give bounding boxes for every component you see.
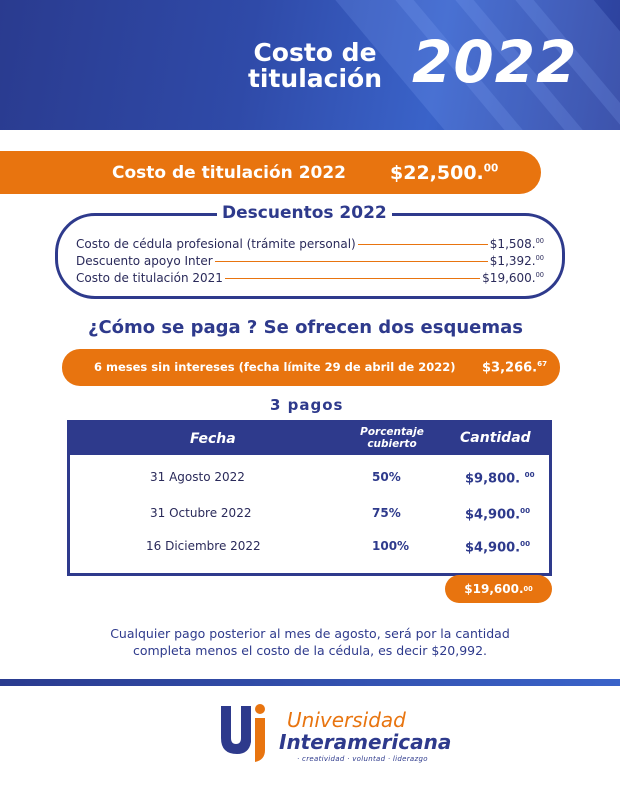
payment-question-heading: ¿Cómo se paga ? Se ofrecen dos esquemas — [88, 317, 523, 338]
logo-ui-icon — [215, 700, 275, 764]
leader-line — [358, 244, 488, 245]
cost-label: Costo de titulación 2022 — [112, 162, 347, 183]
cost-amount: $22,500.00 — [390, 161, 499, 184]
header-year: 2022 — [412, 28, 578, 96]
total-amount-badge: $19,600. 00 — [445, 575, 552, 603]
leader-line — [225, 278, 480, 279]
logo-text-interamericana: Interamericana — [279, 730, 452, 754]
scheme-three-payments-title: 3 pagos — [270, 396, 344, 414]
payments-table — [67, 420, 552, 576]
table-row: 16 Diciembre 2022 100% $4,900.00 — [146, 539, 531, 556]
header-title-line1: Costo de — [253, 38, 377, 67]
discounts-title: Descuentos 2022 — [217, 203, 392, 223]
discount-row: Descuento apoyo Inter $1,392.00 — [76, 254, 544, 268]
header-title-line2: titulación — [247, 64, 383, 93]
footer-divider — [0, 679, 620, 686]
header-fecha: Fecha — [190, 431, 236, 447]
header-banner — [0, 0, 620, 130]
logo-tagline: · creatividad · voluntad · liderazgo — [297, 755, 428, 763]
leader-line — [215, 261, 488, 262]
scheme-six-months-label: 6 meses sin intereses (fecha límite 29 de abril de 2022) — [94, 360, 456, 374]
discount-row: Costo de titulación 2021 $19,600.00 — [76, 271, 544, 285]
header-title — [240, 40, 390, 92]
header-porcentaje: Porcentaje cubierto — [360, 426, 424, 450]
header-cantidad: Cantidad — [460, 430, 531, 446]
scheme-six-months-amount: $3,266.67 — [482, 359, 548, 376]
table-row: 31 Agosto 2022 50% $9,800. $^{00}$ — [150, 470, 535, 487]
logo-text-universidad: Universidad — [287, 708, 406, 732]
footer-note: Cualquier pago posterior al mes de agosto, será por la cantidad completa menos el costo de la cédula, es decir $20,992. — [110, 626, 510, 658]
scheme-six-months — [62, 349, 560, 386]
cost-bar — [0, 151, 541, 194]
table-row: 31 Octubre 2022 75% $4,900.00 — [150, 506, 531, 523]
table-header — [70, 423, 549, 455]
university-logo — [215, 700, 452, 770]
discount-row: Costo de cédula profesional (trámite personal) $1,508.00 — [76, 237, 544, 251]
